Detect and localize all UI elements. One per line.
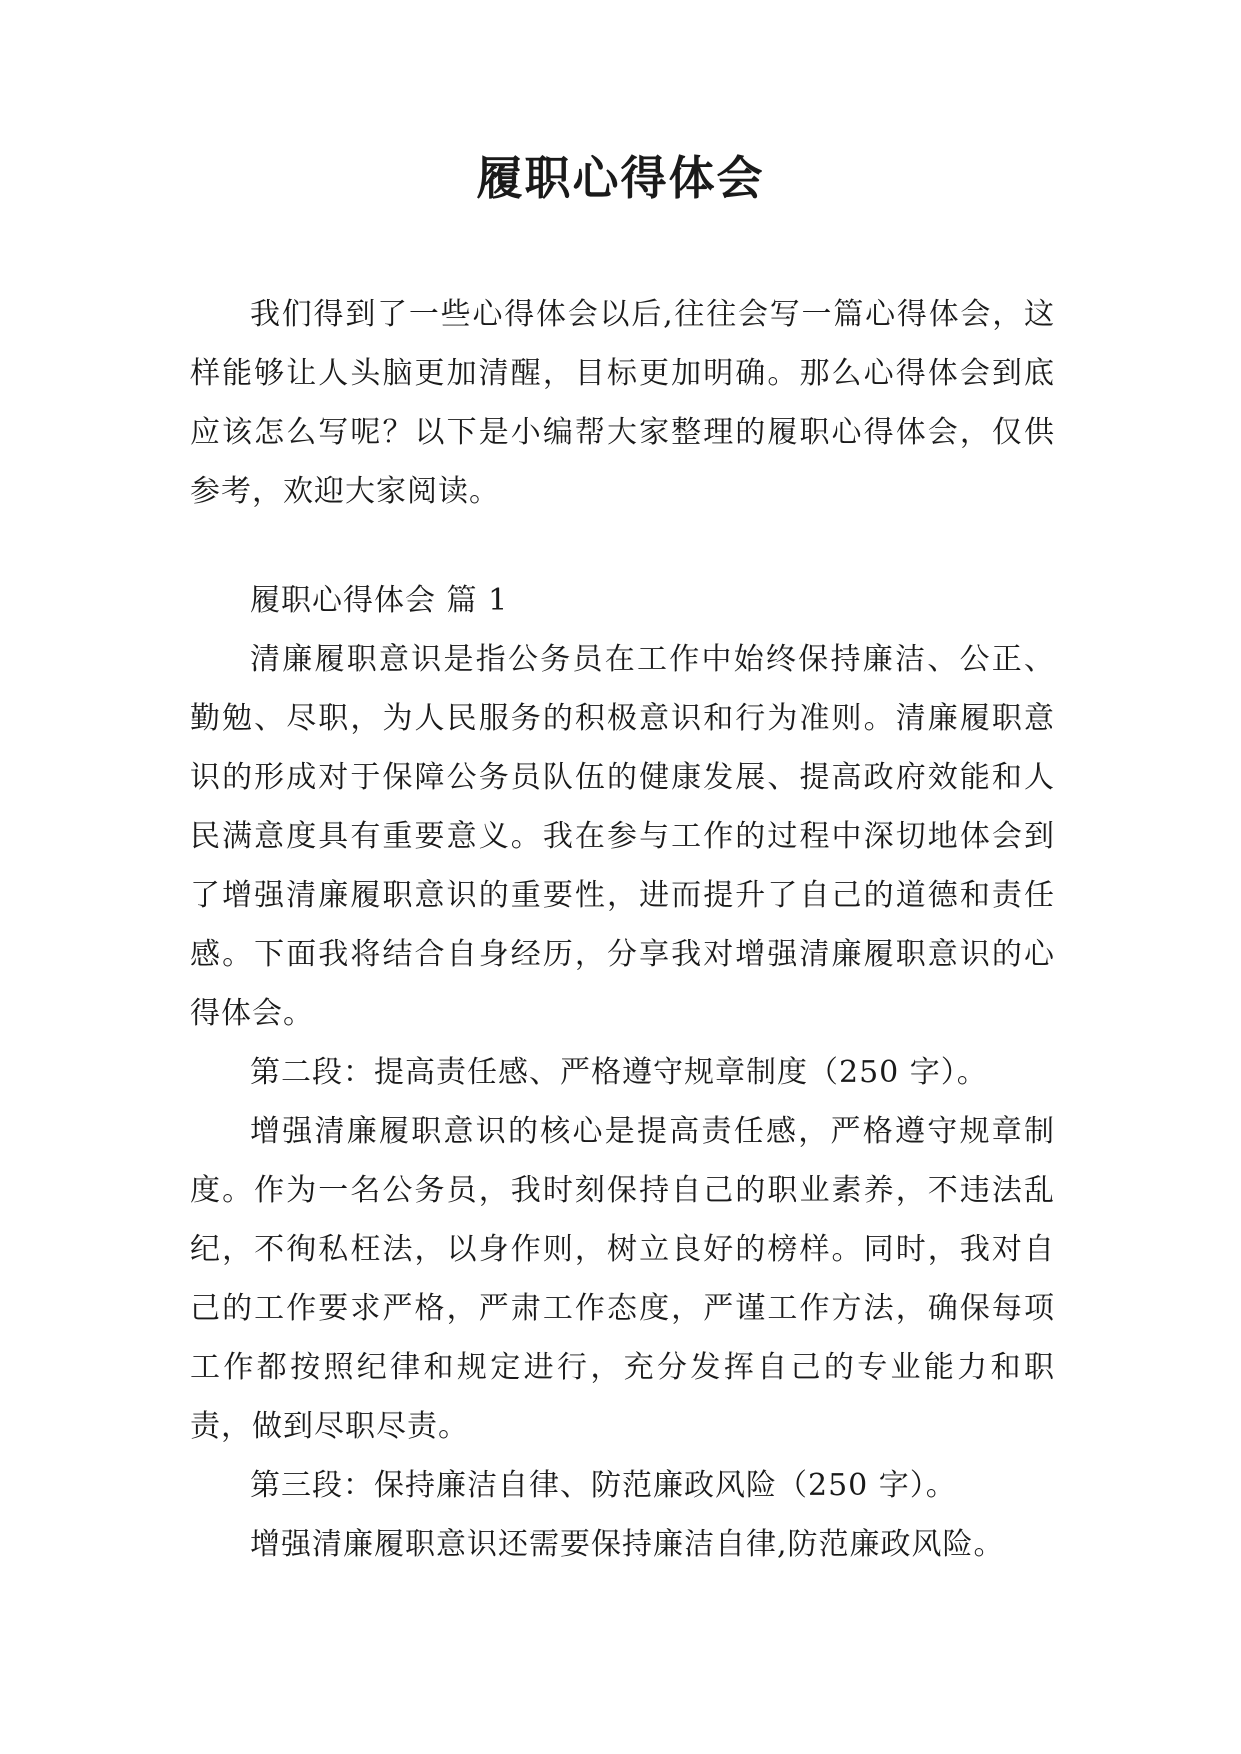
intro-paragraph: 我们得到了一些心得体会以后,往往会写一篇心得体会，这样能够让人头脑更加清醒，目标更加明确。那么心得体会到底应该怎么写呢？以下是小编帮大家整理的履职心得体会，仅供参考，欢迎大家阅读。 [190,297,1055,509]
document-body [190,285,1055,1574]
body-paragraph: 清廉履职意识是指公务员在工作中始终保持廉洁、公正、勤勉、尽职，为人民服务的积极意识和行为准则。清廉履职意识的形成对于保障公务员队伍的健康发展、提高政府效能和人民满意度具有重要意义。我在参与工作的过程中深切地体会到了增强清廉履职意识的重要性，进而提升了自己的道德和责任感。下面我将结合自身经历，分享我对增强清廉履职意识的心得体会。 [190,642,1055,1031]
body-paragraph: 增强清廉履职意识还需要保持廉洁自律,防范廉政风险。 [250,1527,1005,1562]
document-title: 履职心得体会 [476,151,765,205]
section-heading-2: 第二段：提高责任感、严格遵守规章制度（250 字）。 [250,1055,988,1090]
section-heading-3: 第三段：保持廉洁自律、防范廉政风险（250 字）。 [250,1468,957,1503]
body-paragraph: 增强清廉履职意识的核心是提高责任感，严格遵守规章制度。作为一名公务员，我时刻保持自己的职业素养，不违法乱纪，不徇私枉法，以身作则，树立良好的榜样。同时，我对自己的工作要求严格，严肃工作态度，严谨工作方法，确保每项工作都按照纪律和规定进行，充分发挥自己的专业能力和职责，做到尽职尽责。 [190,1114,1055,1444]
section-heading-1: 履职心得体会 篇 1 [250,583,509,618]
